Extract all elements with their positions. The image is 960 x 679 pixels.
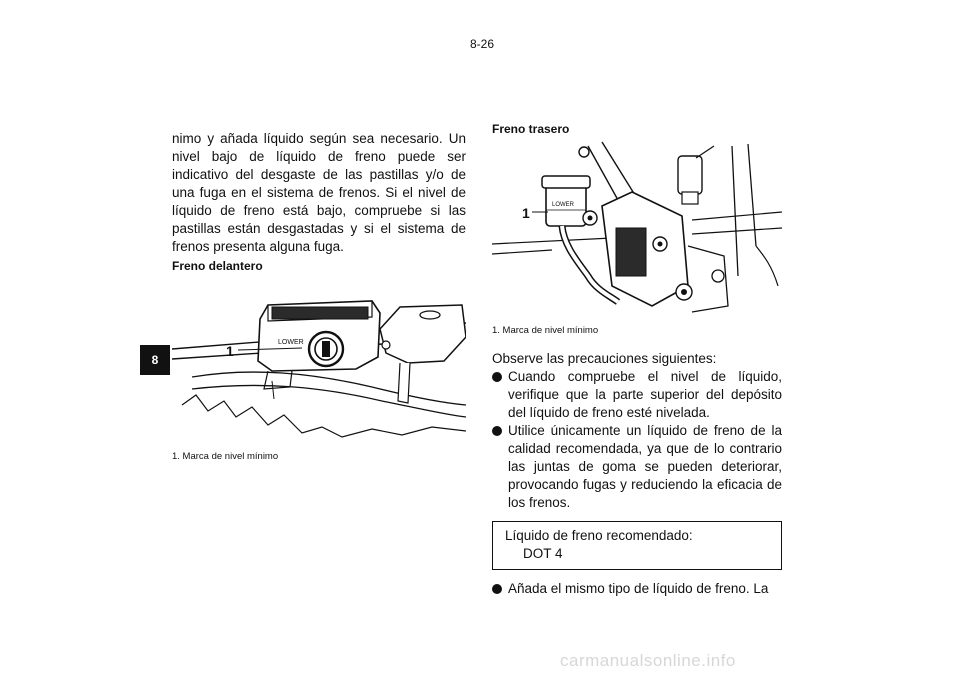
spec-label: Líquido de freno recomendado: [505, 528, 693, 543]
list-item: Utilice únicamente un líquido de freno de la calidad recomendada, ya que de lo contrario las juntas de goma se pueden deteriorar, provocando fugas y reduciendo la eficacia de los frenos. [492, 422, 782, 512]
rear-caption: 1. Marca de nivel mínimo [492, 325, 599, 336]
chapter-tab: 8 [140, 345, 170, 375]
rear-callout-number: 1 [522, 205, 530, 221]
rear-lower-label: LOWER [552, 202, 575, 208]
page-number: 8-26 [470, 37, 495, 51]
front-brake-heading: Freno delantero [172, 259, 263, 273]
front-caption: 1. Marca de nivel mínimo [172, 451, 279, 462]
left-column [172, 130, 466, 462]
front-lower-label: LOWER [278, 339, 304, 346]
list-item: Cuando compruebe el nivel de líquido, verifique que la parte superior del depósito del líquido de freno esté nivelada. [492, 368, 782, 422]
intro-paragraph: nimo y añada líquido según sea necesario. Un nivel bajo de líquido de freno puede ser indicativo del desgaste de las pastillas y/o de una fuga en el sistema de frenos. Si el nivel de líquido de freno está bajo, compruebe si las pastillas están desgastadas y si el sistema de frenos presenta alguna fuga. [172, 131, 466, 254]
front-callout-number: 1 [226, 343, 234, 359]
precautions-list [492, 368, 782, 512]
spec-value: DOT 4 [523, 546, 563, 561]
rear-reservoir-drawing [492, 136, 782, 321]
bullet-icon [492, 372, 502, 382]
bullet-icon [492, 426, 502, 436]
spec-box [492, 521, 782, 570]
precautions-intro: Observe las precauciones siguientes: [492, 351, 717, 366]
list-item: Añada el mismo tipo de líquido de freno. La [492, 580, 782, 598]
bullet-icon [492, 584, 502, 594]
precautions-list-continued [492, 580, 782, 598]
rear-brake-heading: Freno trasero [492, 122, 570, 136]
right-column [492, 122, 782, 598]
watermark: carmanualsonline.info [560, 651, 736, 670]
front-reservoir-drawing [172, 277, 466, 447]
front-brake-illustration [172, 277, 466, 447]
rear-brake-illustration [492, 136, 782, 321]
